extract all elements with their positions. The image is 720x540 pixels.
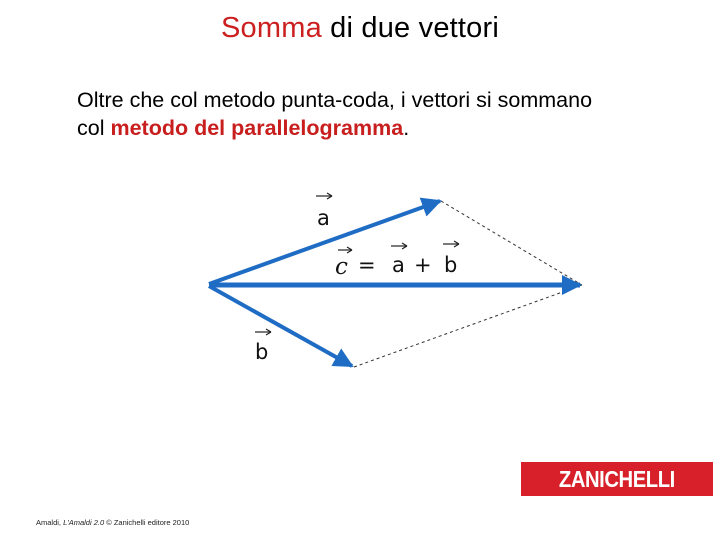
- vector-b: [209, 286, 352, 366]
- label-a-text: a: [317, 206, 330, 230]
- label-vector-a: [316, 193, 332, 230]
- dashed-side-bottom: [354, 285, 582, 367]
- footer-prefix: Amaldi,: [36, 518, 64, 527]
- label-a2-text: a: [392, 253, 405, 277]
- label-vector-sum: [335, 241, 459, 280]
- dashed-side-top: [441, 201, 582, 285]
- label-b-text: b: [255, 340, 269, 364]
- title-highlight: Somma: [220, 12, 322, 44]
- label-vector-b: [255, 329, 271, 364]
- label-equals-text: =: [358, 253, 376, 277]
- label-plus-text: +: [414, 253, 432, 277]
- body-line-2-suffix: .: [403, 116, 410, 140]
- zanichelli-logo: [521, 462, 713, 496]
- body-line-2-highlight: metodo del parallelogramma: [110, 116, 404, 140]
- footer-italic: L'Amaldi 2.0: [63, 518, 105, 527]
- footer-credit: [36, 518, 189, 527]
- title-rest: di due vettori: [321, 12, 500, 44]
- footer-suffix: © Zanichelli editore 2010: [104, 518, 190, 527]
- label-c-text: c: [335, 254, 348, 280]
- body-line-2-prefix: col: [77, 116, 111, 140]
- logo-text: ZANICHELLI: [559, 465, 675, 492]
- label-b2-text: b: [444, 253, 458, 277]
- body-line-1: Oltre che col metodo punta-coda, i vettori si sommano: [77, 88, 593, 112]
